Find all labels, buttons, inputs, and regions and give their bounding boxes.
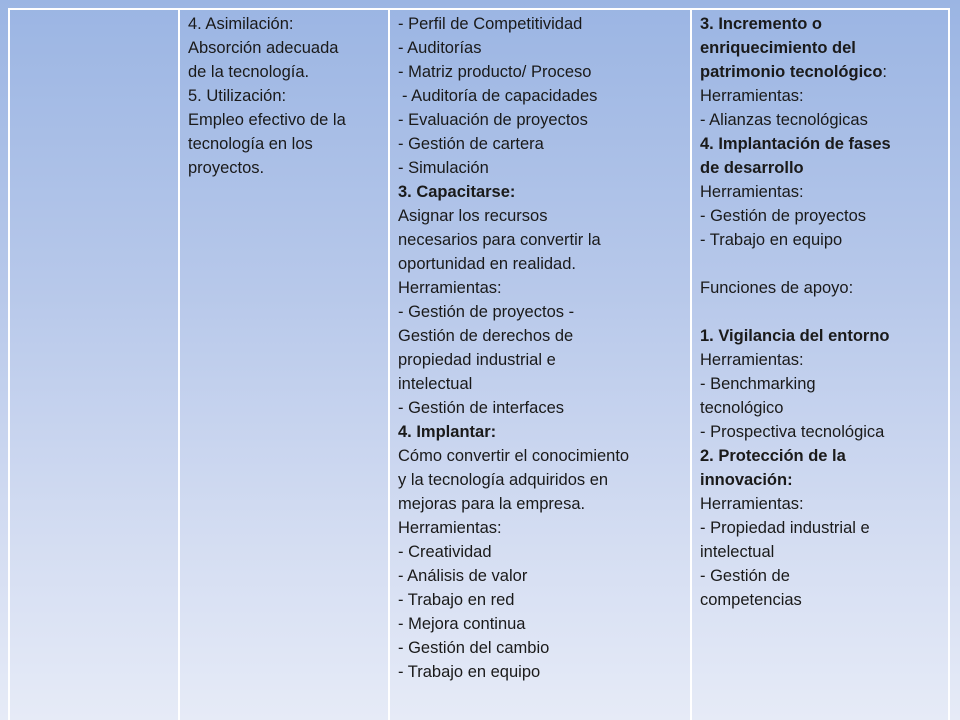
tool-item: - Gestión de interfaces (398, 399, 564, 417)
tool-item: - Gestión de cartera (398, 135, 544, 153)
section-heading-implantacion: 4. Implantación de fases (700, 135, 891, 153)
section-heading-proteccion: innovación: (700, 471, 793, 489)
tool-item: - Gestión de (700, 567, 790, 585)
heading-text: patrimonio tecnológico (700, 63, 883, 81)
tools-label: Herramientas: (398, 279, 502, 297)
table-border-left (8, 8, 10, 720)
tool-item: - Simulación (398, 159, 489, 177)
section-heading-capacitarse: 3. Capacitarse: (398, 183, 516, 201)
desc-line: necesarios para convertir la (398, 231, 601, 249)
desc-line: Asignar los recursos (398, 207, 548, 225)
col1-line: de la tecnología. (188, 63, 310, 81)
col1-line: Empleo efectivo de la (188, 111, 346, 129)
section-heading-vigilancia: 1. Vigilancia del entorno (700, 327, 890, 345)
col1-line: 4. Asimilación: (188, 15, 294, 33)
section-heading-implantacion: de desarrollo (700, 159, 804, 177)
tool-item: competencias (700, 591, 802, 609)
col1-line: proyectos. (188, 159, 265, 177)
tools-label: Herramientas: (700, 495, 804, 513)
col1-line: tecnología en los (188, 135, 313, 153)
table-border-right (948, 8, 950, 720)
tools-label: Herramientas: (398, 519, 502, 537)
table-divider-3 (690, 8, 692, 720)
section-heading-incremento (700, 60, 946, 84)
tool-item: - Gestión de proyectos (700, 207, 866, 225)
col2-cell (398, 12, 688, 684)
tools-label: Herramientas: (700, 87, 804, 105)
tool-item: - Gestión del cambio (398, 639, 550, 657)
tool-item: - Propiedad industrial e (700, 519, 870, 537)
tool-item: - Perfil de Competitividad (398, 15, 583, 33)
apoyo-title: Funciones de apoyo: (700, 279, 854, 297)
table-divider-1 (178, 8, 180, 720)
tool-item: intelectual (700, 543, 775, 561)
section-heading-implantar: 4. Implantar: (398, 423, 497, 441)
col3-cell (700, 12, 946, 612)
desc-line: Cómo convertir el conocimiento (398, 447, 630, 465)
heading-suffix: : (882, 63, 888, 81)
section-heading-proteccion: 2. Protección de la (700, 447, 846, 465)
spacer (700, 252, 946, 276)
tools-label: Herramientas: (700, 351, 804, 369)
section-heading-incremento: 3. Incremento o (700, 15, 822, 33)
tool-item: - Creatividad (398, 543, 492, 561)
desc-line: mejoras para la empresa. (398, 495, 586, 513)
tool-item: - Trabajo en equipo (700, 231, 843, 249)
tool-item: - Evaluación de proyectos (398, 111, 588, 129)
tool-item: - Auditoría de capacidades (402, 87, 598, 105)
table-top-border (8, 8, 950, 10)
tool-item: intelectual (398, 375, 473, 393)
desc-line: oportunidad en realidad. (398, 255, 576, 273)
tool-item: - Análisis de valor (398, 567, 528, 585)
desc-line: y la tecnología adquiridos en (398, 471, 609, 489)
col1-cell (188, 12, 376, 180)
spacer (700, 300, 946, 324)
tool-item: - Gestión de proyectos - (398, 303, 575, 321)
tool-item: - Trabajo en red (398, 591, 515, 609)
section-heading-incremento: enriquecimiento del (700, 39, 856, 57)
tool-item: Gestión de derechos de (398, 327, 574, 345)
tool-item: propiedad industrial e (398, 351, 556, 369)
col1-line: Absorción adecuada (188, 39, 339, 57)
tool-item: - Prospectiva tecnológica (700, 423, 885, 441)
col1-line: 5. Utilización: (188, 87, 287, 105)
tool-item: - Benchmarking (700, 375, 816, 393)
tool-item: - Auditorías (398, 39, 482, 57)
table-divider-2 (388, 8, 390, 720)
tool-item: - Trabajo en equipo (398, 663, 541, 681)
tool-item: - Alianzas tecnológicas (700, 111, 868, 129)
tool-item: - Mejora continua (398, 615, 526, 633)
tool-item: tecnológico (700, 399, 784, 417)
tool-item: - Matriz producto/ Proceso (398, 63, 592, 81)
tools-label: Herramientas: (700, 183, 804, 201)
